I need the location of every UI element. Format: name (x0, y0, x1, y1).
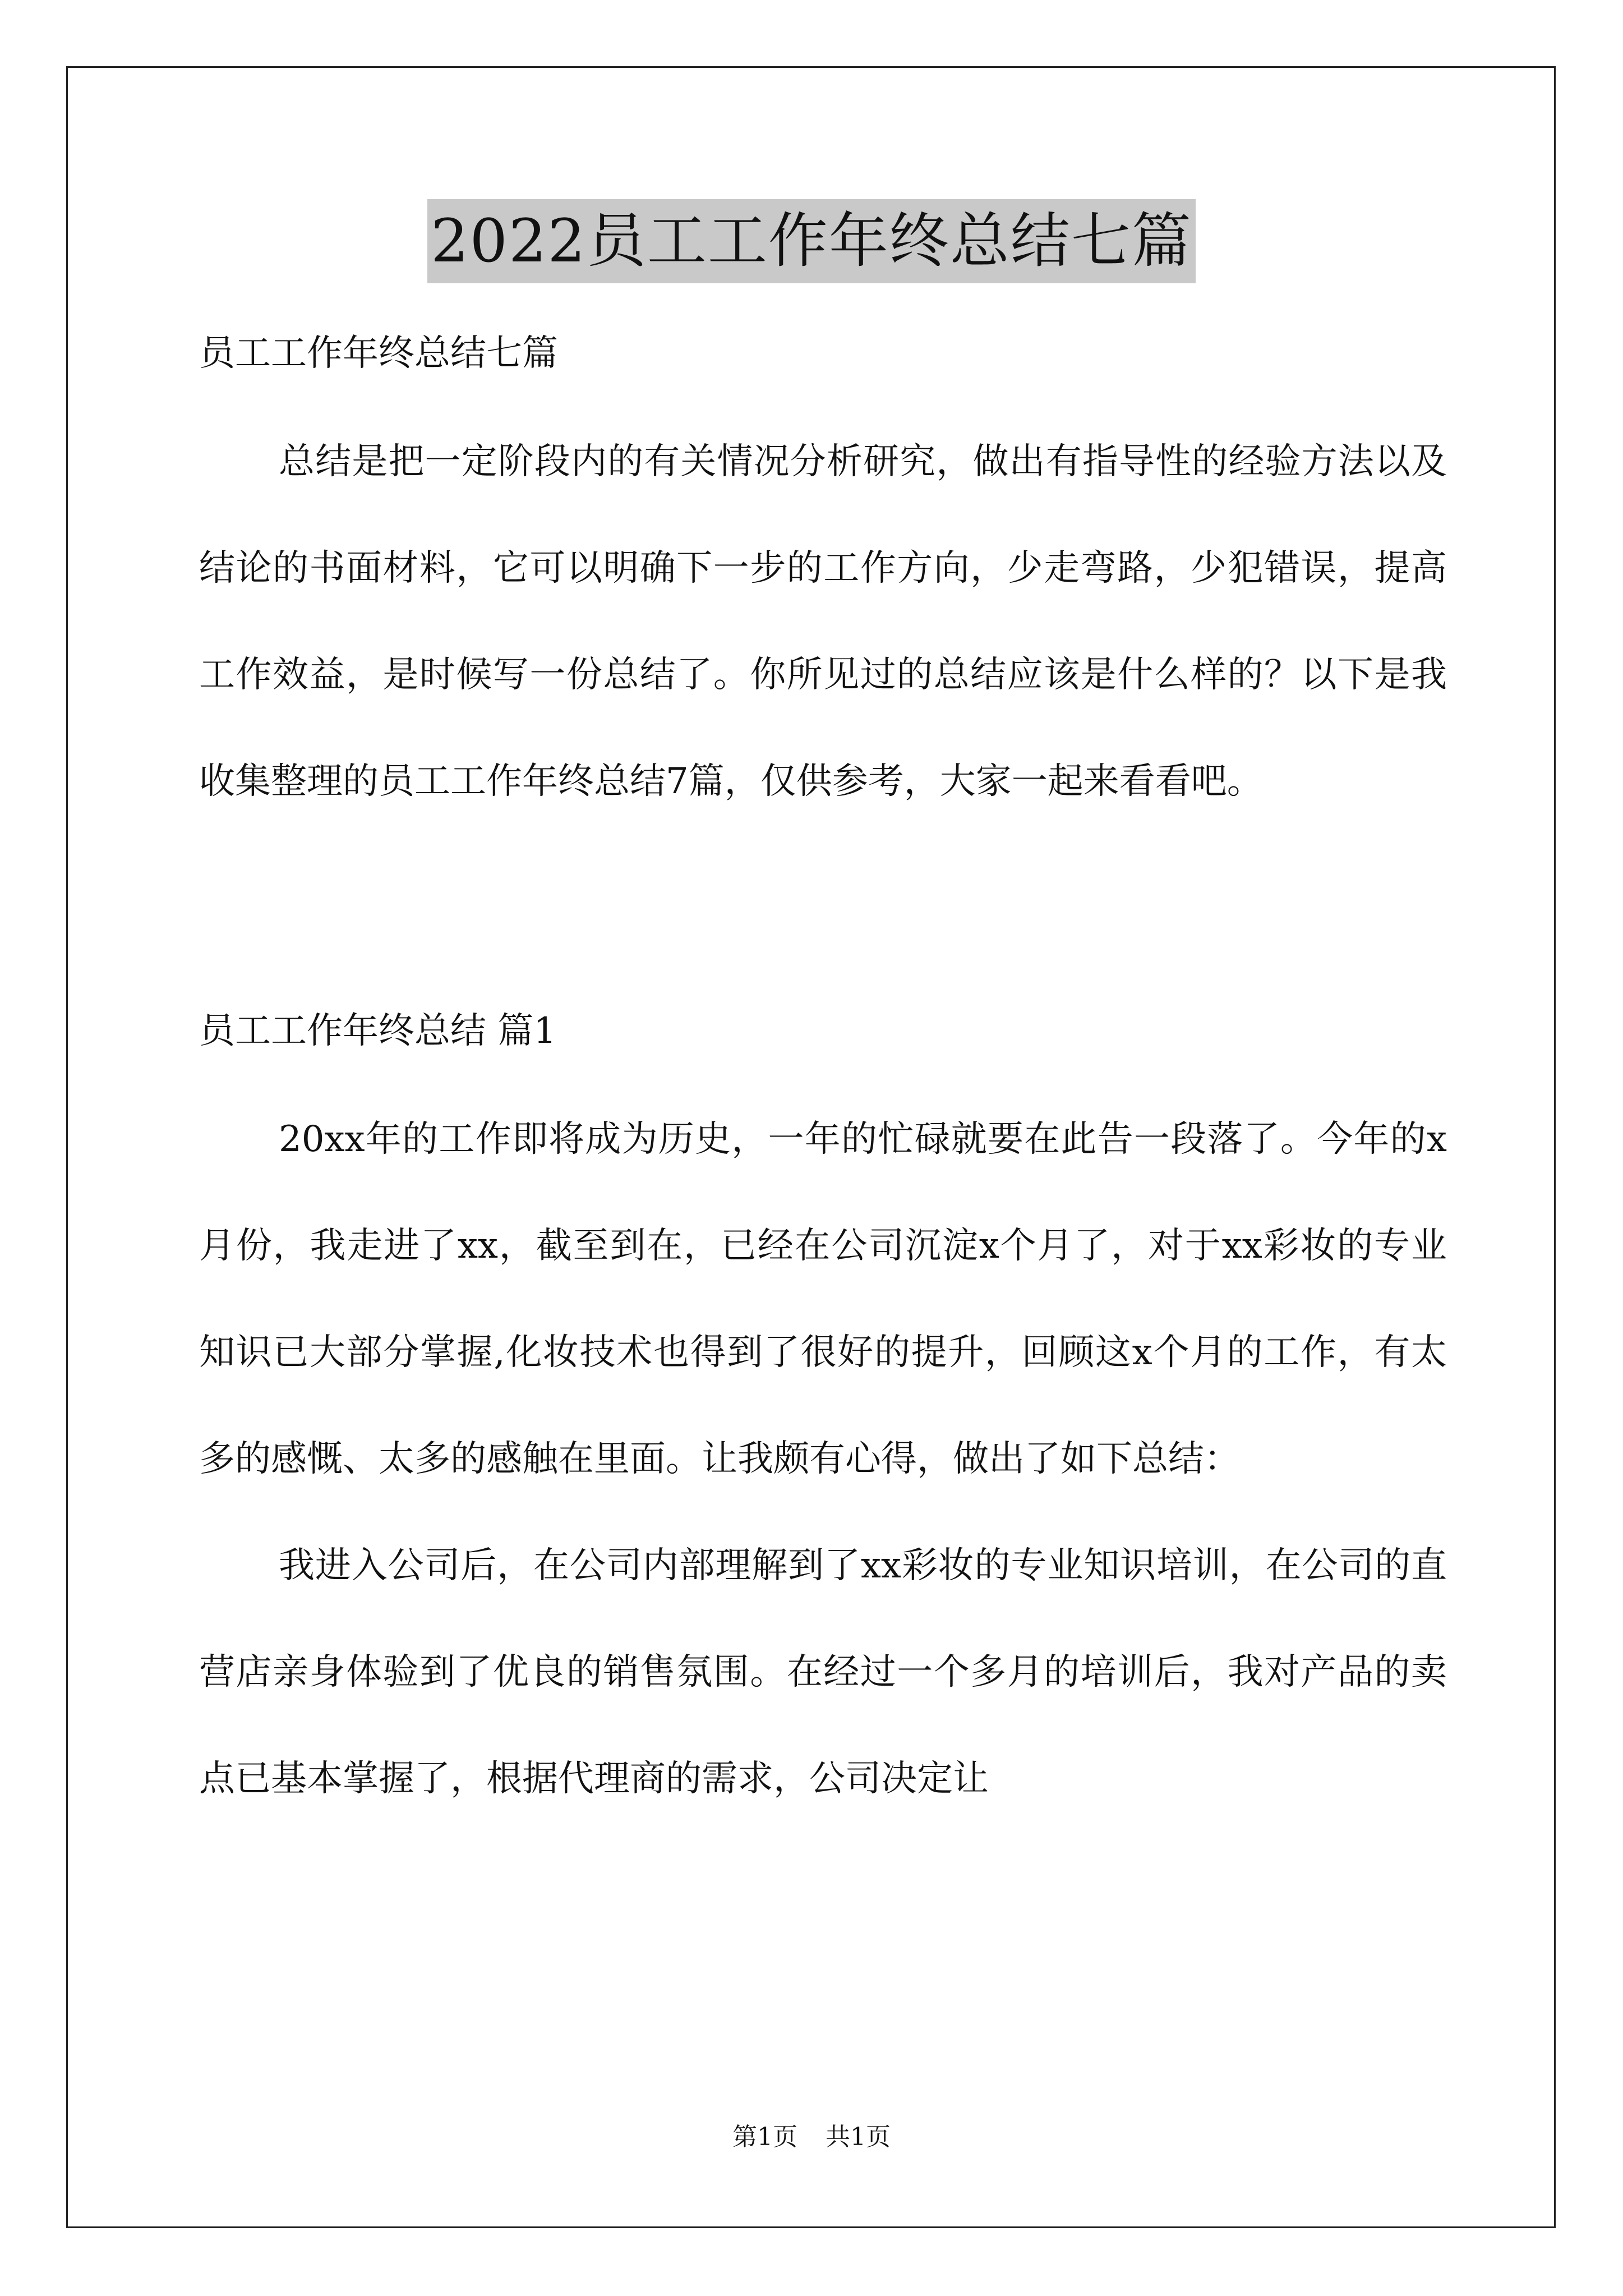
document-subtitle: 员工工作年终总结七篇 (199, 333, 558, 374)
title-container (0, 199, 1623, 283)
page-footer (0, 2120, 1623, 2154)
page-number: 第1页 (732, 2123, 797, 2151)
page-total: 共1页 (826, 2123, 891, 2151)
intro-paragraph: 总结是把一定阶段内的有关情况分析研究，做出有指导性的经验方法以及结论的书面材料，它可以明确下一步的工作方向，少走弯路，少犯错误，提高工作效益，是时候写一份总结了。你所见过的总结应该是什么样的？以下是我收集整理的员工工作年终总结7篇，仅供参考，大家一起来看看吧。 (199, 441, 1447, 802)
document-title: 2022员工工作年终总结七篇 (427, 199, 1196, 283)
section-paragraph: 20xx年的工作即将成为历史，一年的忙碌就要在此告一段落了。今年的x月份，我走进了xx，截至到在，已经在公司沉淀x个月了，对于xx彩妆的专业知识已大部分掌握,化妆技术也得到了很好的提升，回顾这x个月的工作，有太多的感慨、太多的感触在里面。让我颇有心得，做出了如下总结： (199, 1119, 1447, 1480)
section-paragraph: 我进入公司后，在公司内部理解到了xx彩妆的专业知识培训，在公司的直营店亲身体验到了优良的销售氛围。在经过一个多月的培训后，我对产品的卖点已基本掌握了，根据代理商的需求，公司决定让 (199, 1545, 1447, 1800)
section-heading: 员工工作年终总结 篇1 (199, 1010, 557, 1052)
document-body (199, 303, 1447, 1832)
